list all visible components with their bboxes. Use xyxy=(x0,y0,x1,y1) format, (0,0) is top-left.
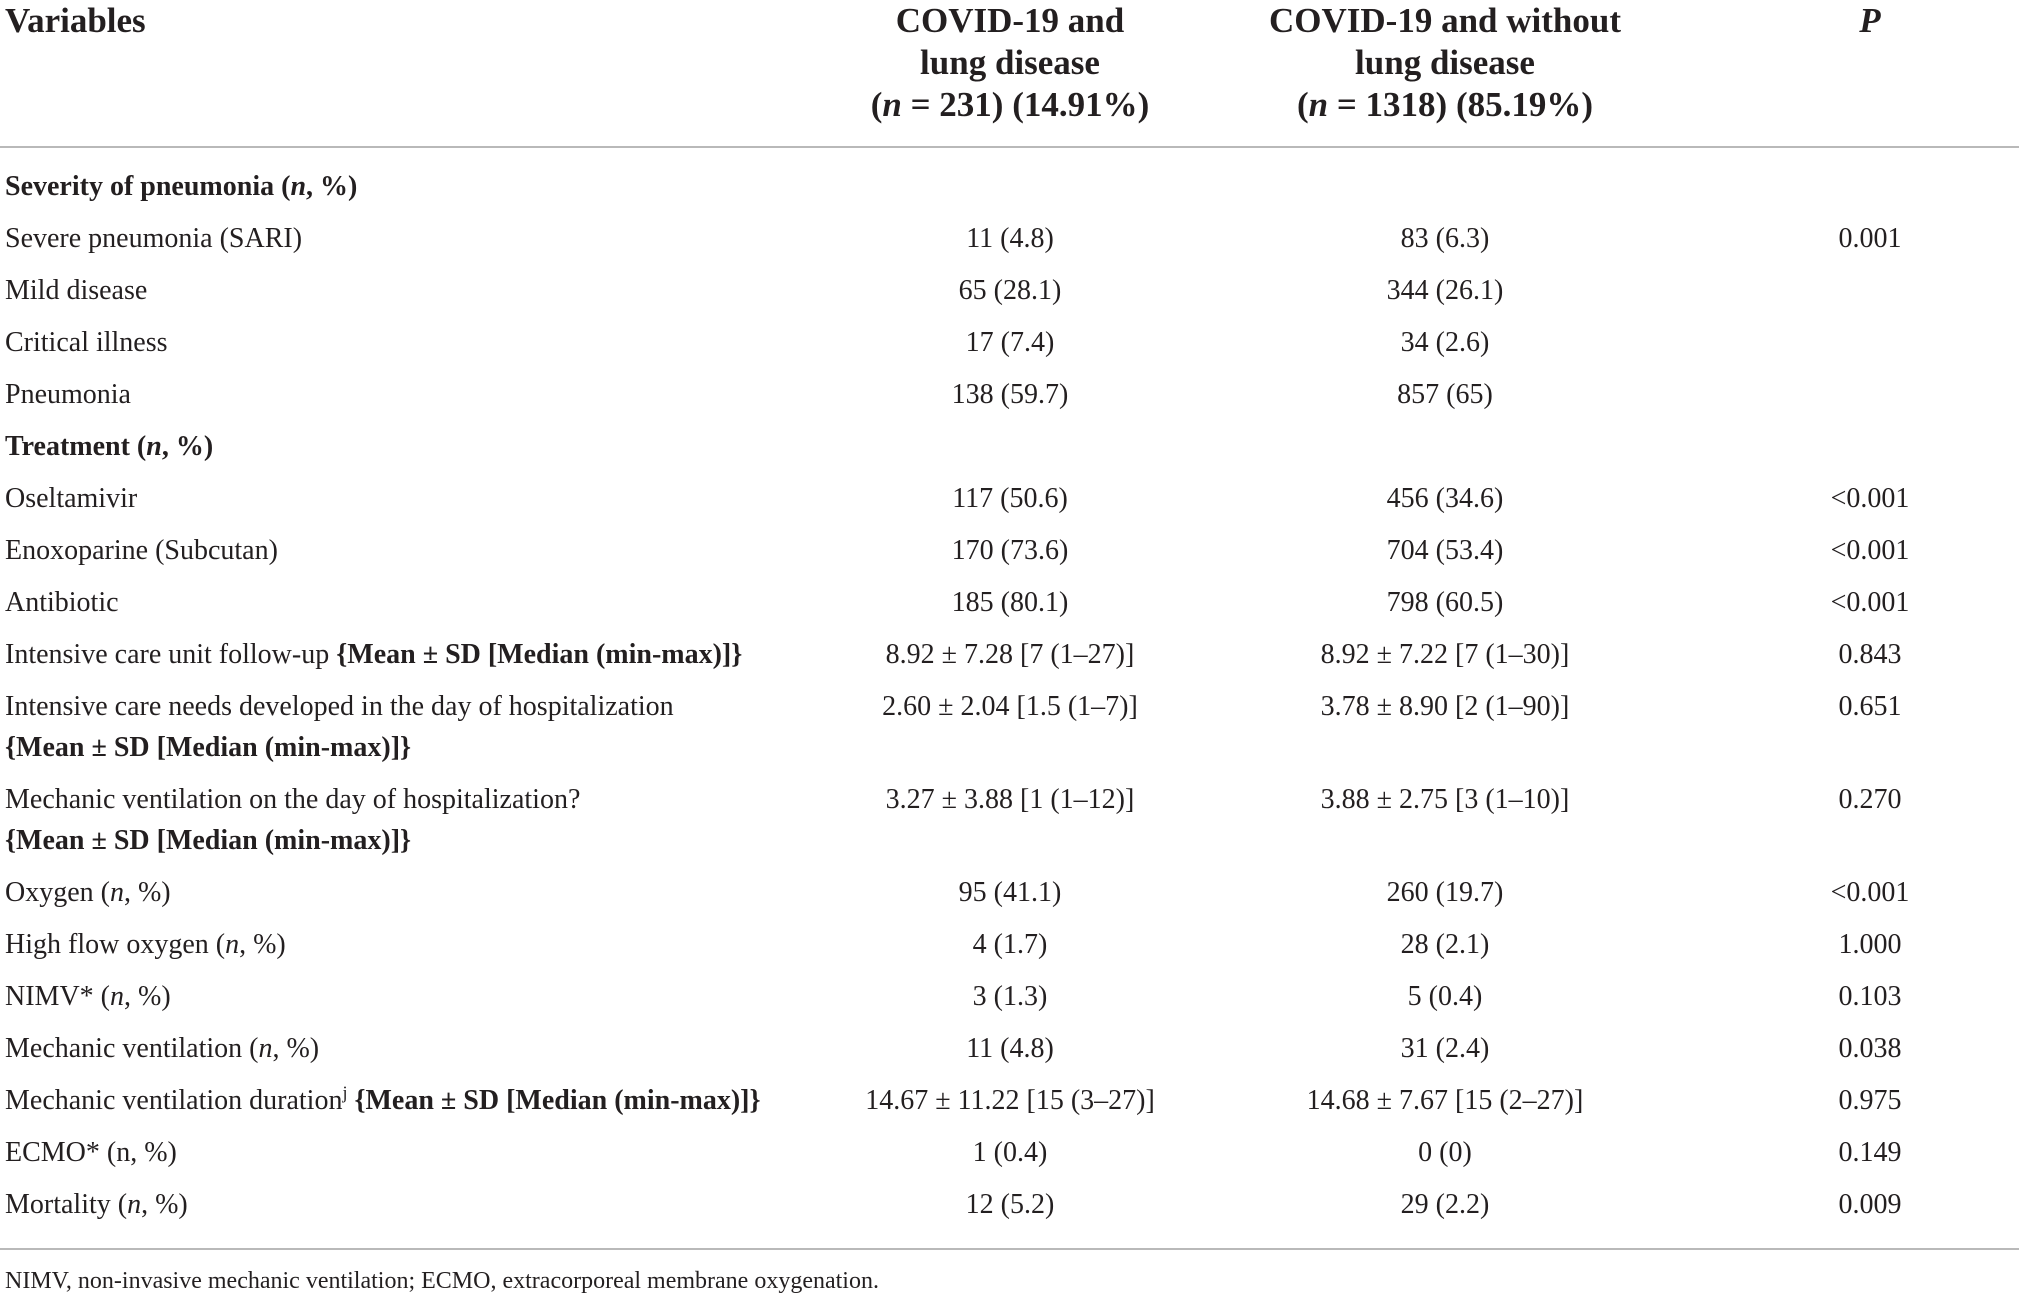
row-label: Oseltamivir xyxy=(5,483,138,514)
table-row-ecmo xyxy=(0,1132,2019,1184)
table-body xyxy=(0,166,2019,1236)
cell-p-value: 0.038 xyxy=(1838,1033,1902,1064)
row-label: Mechanic ventilation duration$^j$ {Mean ± SD [Median (min-max)]} xyxy=(5,1082,761,1116)
cell-lung-disease: 4 (1.7) xyxy=(972,929,1048,960)
cell-without-lung-disease: 8.92 ± 7.22 [7 (1–30)] xyxy=(1320,639,1570,670)
cell-p-value: <0.001 xyxy=(1830,587,1910,618)
header-group-b-n: (n = 1318) (85.19%) xyxy=(1296,85,1594,124)
row-label: Severe pneumonia (SARI) xyxy=(5,223,303,254)
cell-lung-disease: 65 (28.1) xyxy=(958,275,1062,306)
header-group-lung-disease xyxy=(805,0,1215,126)
section-severity-of-pneumonia xyxy=(0,166,2019,218)
cell-p-value: 0.001 xyxy=(1838,223,1902,254)
row-label: ECMO* (n, %) xyxy=(5,1137,177,1168)
row-label: Intensive care unit follow-up {Mean ± SD [Median (min-max)]} xyxy=(5,639,743,670)
header-group-a-n: (n = 231) (14.91%) xyxy=(870,85,1150,124)
cell-without-lung-disease: 0 (0) xyxy=(1418,1137,1472,1168)
cell-without-lung-disease: 344 (26.1) xyxy=(1386,275,1504,306)
cell-lung-disease: 95 (41.1) xyxy=(958,877,1062,908)
table-row-mechanic-ventilation-duration xyxy=(0,1080,2019,1132)
header-group-b-line1: COVID-19 and without xyxy=(1269,1,1621,40)
cell-without-lung-disease: 260 (19.7) xyxy=(1386,877,1504,908)
cell-without-lung-disease: 3.78 ± 8.90 [2 (1–90)] xyxy=(1320,691,1570,722)
row-label: Antibiotic xyxy=(5,587,119,618)
cell-without-lung-disease: 34 (2.6) xyxy=(1400,327,1490,358)
cell-p-value: <0.001 xyxy=(1830,877,1910,908)
row-label: High flow oxygen (n, %) xyxy=(5,929,286,960)
cell-without-lung-disease: 14.68 ± 7.67 [15 (2–27)] xyxy=(1306,1085,1584,1116)
cell-p-value: 0.103 xyxy=(1838,981,1902,1012)
table-row-mechanic-ventilation xyxy=(0,1028,2019,1080)
table-footnote: NIMV, non-invasive mechanic ventilation; ECMO, extracorporeal membrane oxygenation. xyxy=(5,1268,879,1294)
cell-without-lung-disease: 456 (34.6) xyxy=(1386,483,1504,514)
row-label: NIMV* (n, %) xyxy=(5,981,171,1012)
cell-without-lung-disease: 29 (2.2) xyxy=(1400,1189,1490,1220)
table-row-enoxoparine xyxy=(0,530,2019,582)
cell-lung-disease: 117 (50.6) xyxy=(952,483,1068,514)
row-label: Oxygen (n, %) xyxy=(5,877,171,908)
table-row-oxygen xyxy=(0,872,2019,924)
table-header xyxy=(0,0,2019,148)
table-row-mechanic-ventilation-day xyxy=(0,779,2019,872)
cell-without-lung-disease: 5 (0.4) xyxy=(1407,981,1483,1012)
cell-p-value: <0.001 xyxy=(1830,483,1910,514)
cell-without-lung-disease: 798 (60.5) xyxy=(1386,587,1504,618)
cell-without-lung-disease: 31 (2.4) xyxy=(1400,1033,1490,1064)
section-treatment xyxy=(0,426,2019,478)
cell-lung-disease: 8.92 ± 7.28 [7 (1–27)] xyxy=(885,639,1135,670)
header-group-without-lung-disease xyxy=(1215,0,1675,126)
table-row-oseltamivir xyxy=(0,478,2019,530)
row-label: Mild disease xyxy=(5,275,148,306)
section-label: Treatment (n, %) xyxy=(5,431,214,462)
table-row-icu-needs xyxy=(0,686,2019,779)
cell-p-value: 1.000 xyxy=(1838,929,1902,960)
cell-without-lung-disease: 857 (65) xyxy=(1397,379,1493,410)
cell-without-lung-disease: 704 (53.4) xyxy=(1386,535,1504,566)
table-row-icu-follow-up xyxy=(0,634,2019,686)
row-label: Mechanic ventilation (n, %) xyxy=(5,1033,320,1064)
section-label: Severity of pneumonia (n, %) xyxy=(5,171,358,202)
cell-p-value: 0.975 xyxy=(1838,1085,1902,1116)
cell-lung-disease: 14.67 ± 11.22 [15 (3–27)] xyxy=(865,1085,1155,1116)
row-label: Intensive care needs developed in the day of hospitalization {Mean ± SD [Median (min-max)]} xyxy=(5,691,674,763)
cell-lung-disease: 11 (4.8) xyxy=(966,1033,1054,1064)
cell-without-lung-disease: 3.88 ± 2.75 [3 (1–10)] xyxy=(1320,784,1570,815)
cell-without-lung-disease: 83 (6.3) xyxy=(1400,223,1490,254)
header-p-value: P xyxy=(1859,1,1881,40)
row-label: Critical illness xyxy=(5,327,168,358)
table-row-nimv xyxy=(0,976,2019,1028)
header-variables: Variables xyxy=(5,1,146,40)
cell-lung-disease: 185 (80.1) xyxy=(951,587,1069,618)
table-row-antibiotic xyxy=(0,582,2019,634)
cell-lung-disease: 2.60 ± 2.04 [1.5 (1–7)] xyxy=(882,691,1138,722)
table-row-pneumonia xyxy=(0,374,2019,426)
row-label: Enoxoparine (Subcutan) xyxy=(5,535,278,566)
header-group-a-line2: lung disease xyxy=(920,43,1100,82)
table-row-mild-disease xyxy=(0,270,2019,322)
cell-lung-disease: 1 (0.4) xyxy=(972,1137,1048,1168)
cell-p-value: 0.270 xyxy=(1838,784,1902,815)
table-row-critical-illness xyxy=(0,322,2019,374)
cell-p-value: 0.149 xyxy=(1838,1137,1902,1168)
cell-lung-disease: 17 (7.4) xyxy=(965,327,1055,358)
cell-p-value: <0.001 xyxy=(1830,535,1910,566)
cell-lung-disease: 3 (1.3) xyxy=(972,981,1048,1012)
cell-p-value: 0.009 xyxy=(1838,1189,1902,1220)
row-label: Pneumonia xyxy=(5,379,131,410)
cell-lung-disease: 12 (5.2) xyxy=(965,1189,1055,1220)
cell-lung-disease: 11 (4.8) xyxy=(966,223,1054,254)
row-label: Mortality (n, %) xyxy=(5,1189,188,1220)
header-group-b-line2: lung disease xyxy=(1355,43,1535,82)
table-row-mortality xyxy=(0,1184,2019,1236)
header-group-a-line1: COVID-19 and xyxy=(895,1,1125,40)
cell-lung-disease: 138 (59.7) xyxy=(951,379,1069,410)
cell-without-lung-disease: 28 (2.1) xyxy=(1400,929,1490,960)
cell-p-value: 0.651 xyxy=(1838,691,1902,722)
cell-p-value: 0.843 xyxy=(1838,639,1902,670)
table-row-severe-pneumonia xyxy=(0,218,2019,270)
cell-lung-disease: 3.27 ± 3.88 [1 (1–12)] xyxy=(885,784,1135,815)
table-row-high-flow-oxygen xyxy=(0,924,2019,976)
cell-lung-disease: 170 (73.6) xyxy=(951,535,1069,566)
row-label: Mechanic ventilation on the day of hospitalization? {Mean ± SD [Median (min-max)]} xyxy=(5,784,581,856)
table-bottom-rule xyxy=(0,1248,2019,1250)
